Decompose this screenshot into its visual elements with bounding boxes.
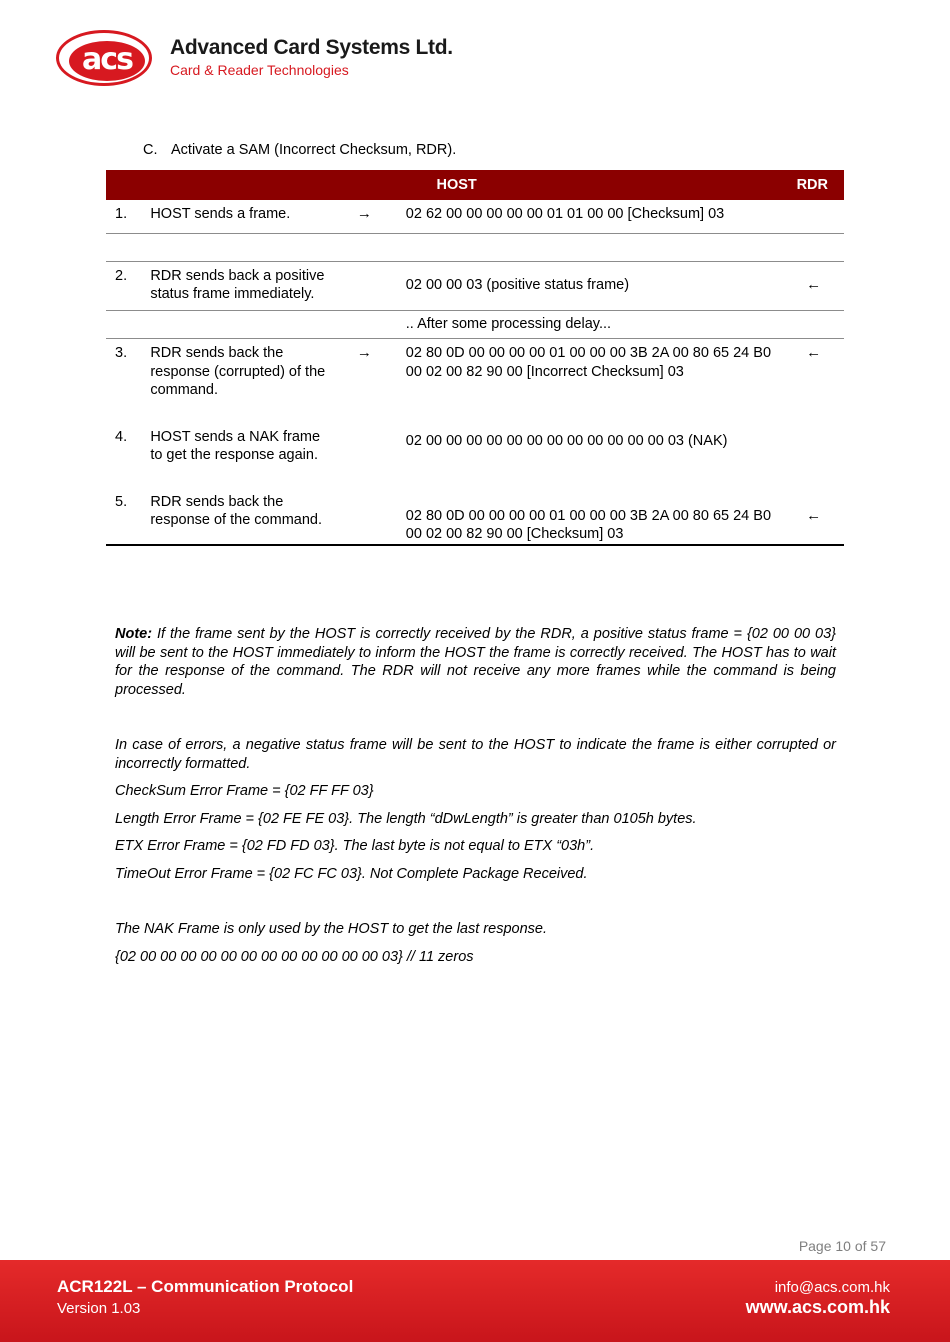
timeout-error-frame: TimeOut Error Frame = {02 FC FC 03}. Not Complete Package Received. bbox=[115, 865, 588, 882]
page-header bbox=[56, 28, 556, 90]
step-number: 2. bbox=[106, 261, 150, 310]
page-number: Page 10 of 57 bbox=[798, 1238, 886, 1254]
frame-data: 02 62 00 00 00 00 00 01 01 00 00 [Checksum] 03 bbox=[401, 200, 779, 233]
frame-data: 02 80 0D 00 00 00 00 01 00 00 00 3B 2A 00 80 65 24 B0 00 02 00 82 90 00 [Checksum] 03 bbox=[401, 493, 779, 545]
section-letter: C. bbox=[143, 142, 158, 158]
arrow-right-icon: → bbox=[356, 205, 372, 222]
note-paragraph bbox=[115, 625, 836, 699]
arrow-left-icon: ← bbox=[806, 276, 822, 294]
table-header-row bbox=[106, 170, 844, 200]
note-label: Note: bbox=[115, 626, 153, 642]
etx-error-frame: ETX Error Frame = {02 FD FD 03}. The last byte is not equal to ETX “03h”. bbox=[115, 838, 595, 854]
step-number: 3. bbox=[115, 345, 128, 361]
step-description: RDR sends back the response (corrupted) of the command. bbox=[150, 345, 326, 398]
arrow-right-icon: → bbox=[356, 344, 372, 361]
table-row bbox=[106, 493, 844, 545]
table-row bbox=[106, 261, 844, 310]
frame-data: 02 00 00 03 (positive status frame) bbox=[401, 261, 779, 310]
arrow-left-icon: ← bbox=[806, 344, 822, 361]
document-version: Version 1.03 bbox=[57, 1300, 141, 1317]
contact-email[interactable]: info@acs.com.hk bbox=[774, 1279, 890, 1296]
step-description: RDR sends back the response of the command. bbox=[150, 493, 333, 545]
page-footer bbox=[0, 1260, 950, 1342]
step-description: HOST sends a frame. bbox=[150, 200, 333, 233]
frame-sequence-table bbox=[106, 170, 844, 546]
errors-intro: In case of errors, a negative status frame will be sent to the HOST to indicate the frame is either corrupted or incorrectly formatted. bbox=[115, 737, 836, 772]
checksum-error-frame: CheckSum Error Frame = {02 FF FF 03} bbox=[115, 783, 374, 799]
notes-section bbox=[115, 625, 836, 966]
step-number: 5. bbox=[106, 493, 150, 545]
column-rdr: RDR bbox=[796, 176, 828, 193]
table-row bbox=[106, 200, 844, 233]
frame-data: 02 00 00 00 00 00 00 00 00 00 00 00 00 03 (NAK) bbox=[405, 432, 728, 449]
acs-logo bbox=[56, 30, 152, 86]
spacer-row bbox=[106, 233, 844, 261]
delay-row bbox=[106, 310, 844, 339]
frame-data: 02 80 0D 00 00 00 00 01 00 00 00 3B 2A 00 80 65 24 B0 00 02 00 82 90 00 [Incorrect Checksum] 03 bbox=[405, 345, 772, 380]
section-heading bbox=[143, 142, 456, 158]
step-number: 1. bbox=[106, 200, 150, 233]
table-row bbox=[106, 339, 844, 428]
nak-intro: The NAK Frame is only used by the HOST to get the last response. bbox=[115, 921, 547, 937]
nak-frame: {02 00 00 00 00 00 00 00 00 00 00 00 00 03} // 11 zeros bbox=[115, 948, 474, 965]
length-error-frame: Length Error Frame = {02 FE FE 03}. The length “dDwLength” is greater than 0105h bytes. bbox=[115, 810, 697, 827]
logo-text: acs bbox=[69, 41, 145, 81]
step-description: RDR sends back a positive status frame immediately. bbox=[150, 261, 333, 310]
section-title-text: Activate a SAM (Incorrect Checksum, RDR). bbox=[171, 142, 457, 158]
processing-delay-text: .. After some processing delay... bbox=[401, 310, 844, 339]
company-name: Advanced Card Systems Ltd. bbox=[170, 36, 453, 59]
document-title: ACR122L – Communication Protocol bbox=[57, 1277, 354, 1296]
company-tagline: Card & Reader Technologies bbox=[170, 62, 349, 78]
column-host: HOST bbox=[436, 176, 477, 193]
note-text: If the frame sent by the HOST is correctly received by the RDR, a positive status frame = {02 00 00 03} will be sent to the HOST immediately to inform the HOST the frame is correctly received. The HOST has to wait for the response of the command. The RDR will not receive any more frames while the command is being processed. bbox=[115, 626, 836, 698]
table-row bbox=[106, 428, 844, 493]
arrow-left-icon: ← bbox=[806, 506, 822, 524]
step-number: 4. bbox=[115, 428, 128, 445]
step-description: HOST sends a NAK frame to get the response again. bbox=[150, 428, 321, 463]
website-link[interactable]: www.acs.com.hk bbox=[745, 1297, 890, 1317]
